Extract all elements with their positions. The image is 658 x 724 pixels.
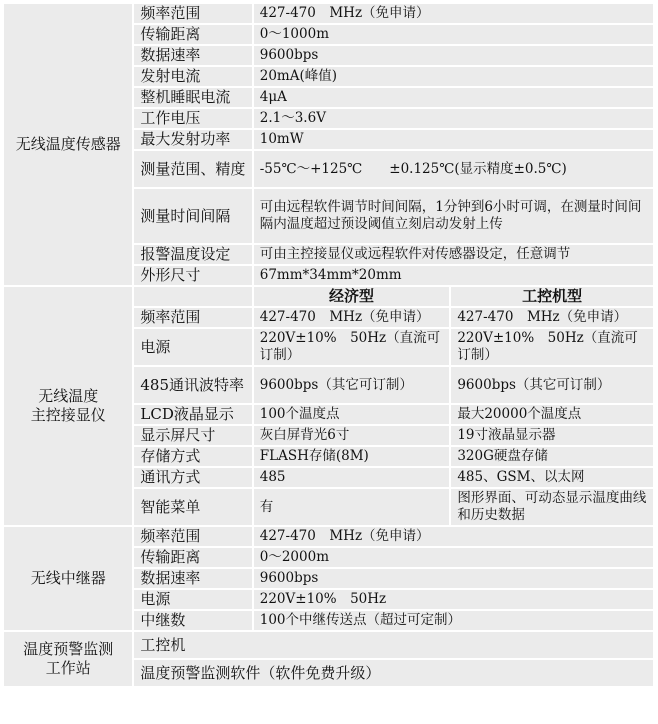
spec-label: 整机睡眠电流 <box>134 88 251 107</box>
header-blank-cell <box>134 287 251 306</box>
spec-value: 可由主控接显仪或远程软件对传感器设定，任意调节 <box>254 245 653 264</box>
spec-value: 4μA <box>254 88 653 107</box>
industrial-value: 9600bps（其它可订制） <box>451 367 653 403</box>
spec-label: 传输距离 <box>134 25 251 44</box>
sensor-section-title: 无线温度传感器 <box>4 4 132 285</box>
spec-label: 电源 <box>134 590 251 609</box>
spec-label: 通讯方式 <box>134 468 251 487</box>
workstation-item: 工控机 <box>134 632 653 658</box>
spec-label: 智能菜单 <box>134 489 251 525</box>
industrial-value: 图形界面、可动态显示温度曲线和历史数据 <box>451 489 653 525</box>
economy-value: 485 <box>254 468 450 487</box>
spec-label: 485通讯波特率 <box>134 367 251 403</box>
spec-label: 测量时间间隔 <box>134 189 251 243</box>
economy-value: 灰白屏背光6寸 <box>254 426 450 445</box>
economy-value: 有 <box>254 489 450 525</box>
spec-label: 频率范围 <box>134 527 251 546</box>
sensor-row <box>4 4 653 23</box>
industrial-header: 工控机型 <box>451 287 653 306</box>
spec-label: 工作电压 <box>134 109 251 128</box>
spec-label: 测量范围、精度 <box>134 151 251 187</box>
spec-label: 传输距离 <box>134 548 251 567</box>
industrial-value: 19寸液晶显示器 <box>451 426 653 445</box>
relay-section-title: 无线中继器 <box>4 527 132 630</box>
spec-label: 报警温度设定 <box>134 245 251 264</box>
economy-header: 经济型 <box>254 287 450 306</box>
industrial-value: 320G硬盘存储 <box>451 447 653 466</box>
industrial-value: 220V±10% 50Hz（直流可订制） <box>451 329 653 365</box>
spec-label: 发射电流 <box>134 67 251 86</box>
workstation-item: 温度预警监测软件（软件免费升级） <box>134 660 653 686</box>
spec-value: 9600bps <box>254 569 653 588</box>
spec-label: 中继数 <box>134 611 251 630</box>
economy-value: FLASH存储(8M) <box>254 447 450 466</box>
spec-value: 10mW <box>254 130 653 149</box>
spec-label: 数据速率 <box>134 569 251 588</box>
industrial-value: 427-470 MHz（免申请） <box>451 308 653 327</box>
relay-row <box>4 527 653 546</box>
spec-value: 67mm*34mm*20mm <box>254 266 653 285</box>
spec-value: 20mA(峰值) <box>254 67 653 86</box>
display-section-title: 无线温度 主控接显仪 <box>4 287 132 525</box>
spec-value: 9600bps <box>254 46 653 65</box>
spec-value: 100个中继传送点（超过可定制） <box>254 611 653 630</box>
economy-value: 220V±10% 50Hz（直流可订制） <box>254 329 450 365</box>
spec-label: 电源 <box>134 329 251 365</box>
spec-label: 外形尺寸 <box>134 266 251 285</box>
spec-label: 显示屏尺寸 <box>134 426 251 445</box>
workstation-row <box>4 632 653 658</box>
spec-label: 频率范围 <box>134 4 251 23</box>
spec-label: 存储方式 <box>134 447 251 466</box>
spec-table <box>2 2 655 688</box>
industrial-value: 最大20000个温度点 <box>451 405 653 424</box>
spec-label: 数据速率 <box>134 46 251 65</box>
spec-table-container <box>2 2 655 721</box>
spec-value: 0～2000m <box>254 548 653 567</box>
workstation-section-title: 温度预警监测 工作站 <box>4 632 132 686</box>
spec-value: 0～1000m <box>254 25 653 44</box>
display-header-row <box>4 287 653 306</box>
spec-value: 427-470 MHz（免申请） <box>254 4 653 23</box>
industrial-value: 485、GSM、以太网 <box>451 468 653 487</box>
spec-value: 可由远程软件调节时间间隔，1分钟到6小时可调，在测量时间间隔内温度超过预设阈值立刻启动发射上传 <box>254 189 653 243</box>
spec-value: 427-470 MHz（免申请） <box>254 527 653 546</box>
spec-label: LCD液晶显示 <box>134 405 251 424</box>
economy-value: 427-470 MHz（免申请） <box>254 308 450 327</box>
economy-value: 100个温度点 <box>254 405 450 424</box>
spec-value: 2.1～3.6V <box>254 109 653 128</box>
economy-value: 9600bps（其它可订制） <box>254 367 450 403</box>
spec-value: -55℃～+125℃ ±0.125℃(显示精度±0.5℃) <box>254 151 653 187</box>
spec-label: 最大发射功率 <box>134 130 251 149</box>
spec-label: 频率范围 <box>134 308 251 327</box>
spec-value: 220V±10% 50Hz <box>254 590 653 609</box>
